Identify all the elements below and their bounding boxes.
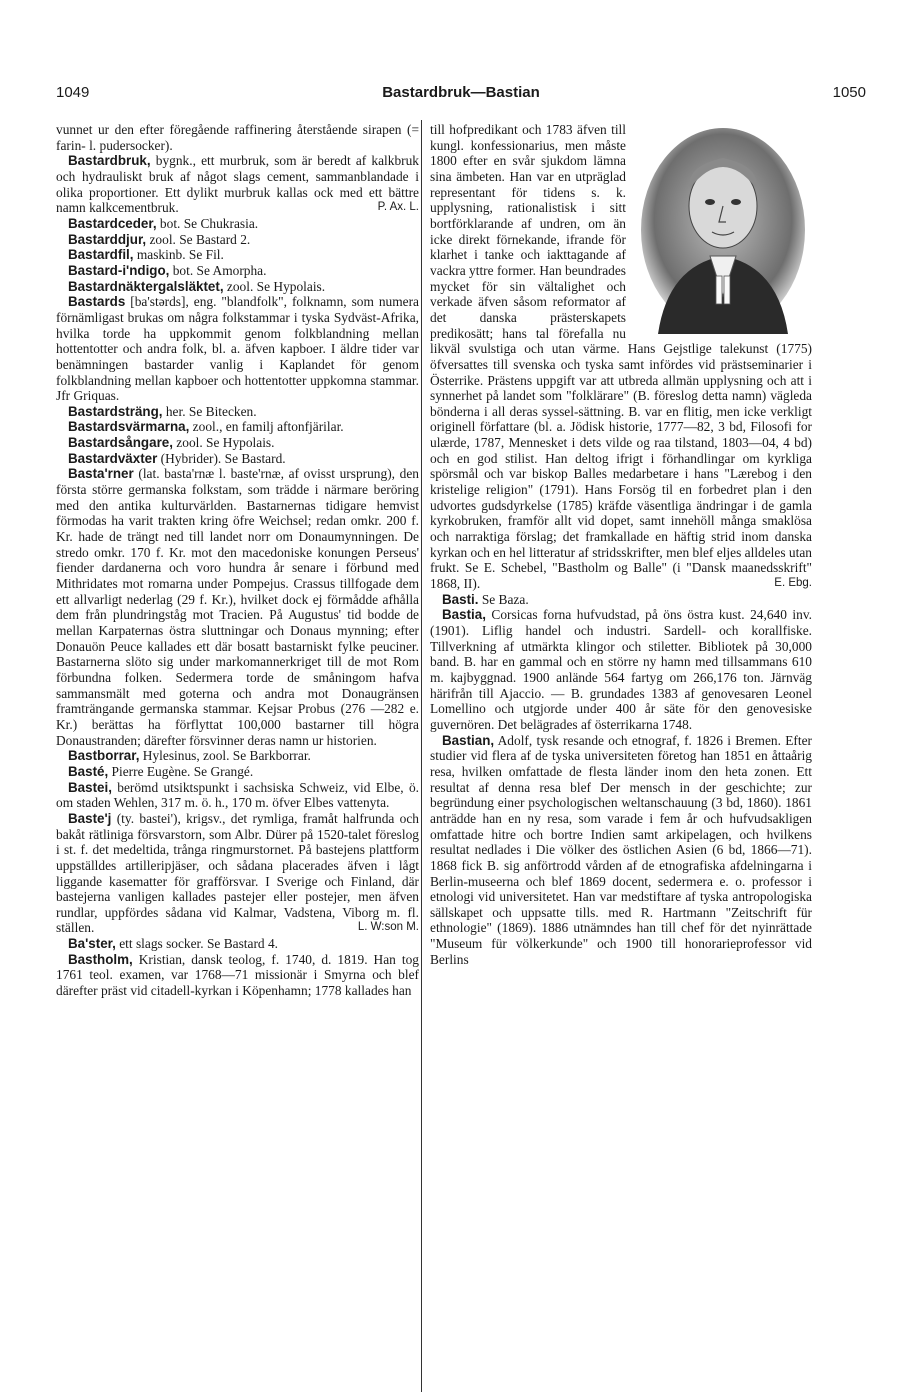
entry-headword: Bastarddjur,	[68, 231, 147, 247]
entry-headword: Bastborrar,	[68, 748, 140, 764]
entry-text: her. Se Bitecken.	[162, 403, 257, 419]
entry-headword: Bastards	[68, 294, 126, 310]
author-signature: P. Ax. L.	[377, 201, 419, 214]
entry-headword: Bastardfil,	[68, 247, 134, 263]
entry-text: Kristian, dansk teolog, f. 1740, d. 1819. Han tog 1761 teol. examen, var 1768—71 missionär i Smyrna och blef därefter präst vid citadell-kyrkan i Köpenhamn; 1778 kallades han	[56, 951, 419, 999]
dictionary-entry	[56, 764, 419, 780]
dictionary-entry	[56, 216, 419, 232]
dictionary-entry	[56, 404, 419, 420]
entry-text: zool. Se Hypolais.	[223, 278, 326, 294]
entry-text: (ty. bastei'), krigsv., det rymliga, framåt halfrunda och bakåt rätliniga försvarstorn, som Albr. Dürer på 1520-talet föreslog i st. f. det medeltida, trånga ringmurstornet. På bastejens plattform uppställdes artilleripjäser, och sådana placerades äfven i lågt liggande kasematter för grafförsvar. I Sverige och Finland, där bastejerna vanligen kallades pastejer eller postejer, men äfven rundlar, uppfördes sådana vid Kalmar, Vadstena, Viborg m. fl. ställen.	[56, 810, 419, 936]
right-column	[430, 122, 812, 967]
portrait-engraving-icon	[638, 126, 808, 334]
entry-text: zool. Se Hypolais.	[172, 435, 275, 451]
dictionary-entry	[56, 122, 419, 153]
entry-headword: Bastardbruk,	[68, 153, 151, 169]
entry-headword: Bastia,	[442, 607, 486, 623]
entry-text: zool., en familj aftonfjärilar.	[189, 419, 344, 435]
entry-text: bygnk., ett murbruk, som är beredt af kalkbruk och hydrauliskt bruk af något slags cement, sammanblandade i olika proportioner. Ett dylikt murbruk kallas ock med ett bättre namn kalkcementbruk.	[56, 153, 419, 216]
entry-headword: Bastard-i'ndigo,	[68, 262, 170, 278]
dictionary-entry	[56, 451, 419, 467]
entry-headword: Bastardsångare,	[68, 435, 173, 451]
entry-headword: Baste'j	[68, 810, 112, 826]
column-divider	[421, 120, 422, 1392]
entry-headword: Bastian,	[442, 732, 495, 748]
entry-text: zool. Se Bastard 2.	[146, 231, 251, 247]
dictionary-entry	[56, 780, 419, 811]
entry-headword: Bastardväxter	[68, 450, 158, 466]
entry-text: maskinb. Se Fil.	[133, 247, 224, 263]
entry-text: (lat. basta'rnæ l. baste'rnæ, af ovisst ursprung), den första större germanska folkstam, som trädde i närmare beröring med den antika kulturvärlden. Bastarnernas tidigare hemvist förmodas ha varit trakten kring öfre Weichsel; redan omkr. 200 f. Kr. hade de trängt ned till landet norr om Donaumynningen. De stredo omkr. 170 f. Kr. mot den macedoniske konungen Perseus' fiender dardanerna och voro hundra år senare i förbund med Mithridates mot romarna under Pompejus. Crassus tillfogade dem ett allvarligt nederlag (29 f. Kr.), hvilket dock ej förmådde afhålla dem från plundringståg mot Tracien. På Augustus' tid bodde de mellan Karpaternas östra sluttningar och Donaus mynning; efter Donauön Peuce kallades ett där bosatt bastarniskt fylke peuciner. Bastarnerna slöto sig under markomannerkriget till de mot Rom förbundna folken. Sedermera torde de småningom hafva sammansmält med goterna och andra mot Donaugränsen framträngande germanska stammar. Kejsar Probus (276 —282 e. Kr.) berättas ha förflyttat 100,000 bastarner till högra Donaustranden; därefter försvinner deras namn ur historien.	[56, 466, 419, 748]
dictionary-entry	[56, 936, 419, 952]
dictionary-entry	[56, 153, 419, 216]
page-number-right: 1050	[832, 84, 866, 101]
entry-text: (Hybrider). Se Bastard.	[157, 450, 286, 466]
dictionary-entry	[56, 748, 419, 764]
entry-text: Hylesinus, zool. Se Barkborrar.	[139, 748, 311, 764]
left-column	[56, 122, 419, 999]
dictionary-entry	[56, 232, 419, 248]
entry-text: berömd utsiktspunkt i sachsiska Schweiz, vid Elbe, ö. om staden Wehlen, 317 m. ö. h., 170 m. öfver Elbes vattenyta.	[56, 779, 419, 811]
page-header	[56, 84, 866, 106]
running-head: Bastardbruk—Bastian	[382, 84, 540, 101]
entry-text: vunnet ur den efter föregående raffinering återstående sirapen (= farin- l. pudersocker).	[56, 122, 419, 153]
dictionary-entry	[56, 294, 419, 404]
dictionary-entry	[56, 279, 419, 295]
entry-headword: Bastardsvärmarna,	[68, 419, 190, 435]
entry-headword: Ba'ster,	[68, 936, 116, 952]
entry-headword: Basté,	[68, 763, 109, 779]
dictionary-entry	[430, 607, 812, 732]
dictionary-entry	[56, 435, 419, 451]
dictionary-entry	[56, 811, 419, 936]
entry-text: bot. Se Chukrasia.	[156, 215, 259, 231]
entry-headword: Bastardceder,	[68, 215, 157, 231]
entry-headword: Bastardsträng,	[68, 403, 163, 419]
entry-headword: Bastholm,	[68, 951, 133, 967]
entry-headword: Basti.	[442, 591, 479, 607]
entry-text: ett slags socker. Se Bastard 4.	[115, 936, 279, 952]
dictionary-entry	[56, 247, 419, 263]
entry-headword: Bastardnäktergalsläktet,	[68, 278, 224, 294]
dictionary-entry	[430, 592, 812, 608]
portrait-image	[634, 124, 812, 336]
entry-headword: Bastei,	[68, 779, 112, 795]
entry-text: Corsicas forna hufvudstad, på öns östra kust. 24,640 inv. (1901). Liflig handel och industri. Sardell- och korallfiske. Tillverkning af utmärkta klingor och stiletter. Bibliotek på 30,000 band. B. har en gammal och en större ny hamn med tillsammans 610 m. kajbyggnad. 1900 anlände 564 fartyg om 266,176 ton. Järnväg härifrån till Ajaccio. — B. grundades 1383 af genovesaren Leonel Lomellino och utgjorde under 400 år säte för den genovesiske guvernören. Det belägrades af österrikarna 1748.	[430, 607, 812, 732]
author-signature: E. Ebg.	[774, 577, 812, 590]
entry-text: bot. Se Amorpha.	[169, 262, 267, 278]
dictionary-entry	[56, 466, 419, 748]
entry-headword: Basta'rner	[68, 466, 134, 482]
author-signature: L. W:son M.	[357, 921, 419, 934]
entry-text: Pierre Eugène. Se Grangé.	[108, 763, 254, 779]
entry-text: [ba'stərds], eng. "blandfolk", folknamn, som numera förnämligast brukas om några folkstammar i tyska Sydväst-Afrika, hvilka torde ha uppkommit genom folkblandning mellan hottentotter och andra folk, bl. a. äfven kapboer. I äldre tider var benämningen bastarder vanlig i Kaplandet för genom folkblandning mellan kapboer och hottentotter uppkomna stammar. Jfr Griquas.	[56, 294, 419, 404]
page-number-left: 1049	[56, 84, 90, 101]
entry-text: till hofpredikant och 1783 äfven till kungl. konfessionarius, men måste 1800 efter en svår sjukdom lämna sina ämbeten. Han var en utpräglad representant för tidens s. k. upplysning, rationalistisk i sitt bortförklarande af undren, om än icke direkt förnekande, ifrande för klarhet i tanke och iakttagande af vackra yttre former. Han beundrades mycket för sin vältalighet och verkade äfven såsom reformator af det danska prästerskapets predikosätt; hans tal förefalla nu likväl svulstiga och utan värme. Hans Gejstlige talekunst (1775) öfversattes till svenska och tyska samt infördes vid prästseminarier i Österrike. Prästens uppgift var att utbreda allmän upplysning och att i synnerhet på landet som "folklärare" (B. föreslog detta namn) vägleda bönderna i all deras syssel-sättning. B. var en flitig, men icke verkligt originell författare (bl. a. Jödisk historie, 1777—82, 3 bd, Filosofi for ulærde, 1787, Mennesket i dets vilde og raa tilstand, 1803—04, 4 bd) och en god stilist. Han deltog ifrigt i förhandlingar om kyrkliga spörsmål och var biskop Balles medarbetare i hans "Lærebog i den kristelige religion" (1791). Hans Forsög til en forbedret plan i den udvortes gudsdyrkelse (1785) kräfde väsentliga ändringar i de gamla kyrkobruken, framför allt vid dopet, samt innehöll många smaklösa och narraktiga förslag; det framkallade en häftig strid inom danska kyrkan och en hel litteratur af stridsskrifter, men blef eljes alldeles utan frukt. Se E. Schebel, "Bastholm og Balle" (i "Dansk maanedsskrift" 1868, II).	[430, 122, 812, 592]
entry-text: Se Baza.	[478, 591, 529, 607]
dictionary-entry	[56, 952, 419, 999]
dictionary-entry	[56, 419, 419, 435]
dictionary-entry	[430, 733, 812, 968]
dictionary-entry	[56, 263, 419, 279]
entry-text: Adolf, tysk resande och etnograf, f. 1826 i Bremen. Efter studier vid flera af de tyska universiteten företog han 1851 en åttaårig resa, hvilken omfattade de flesta länder inom den heta zonen. Ett resultat af denna resa blef Der mensch in der geschichte; zur begründung einer psychologischen weltanschauung (3 bd, 1860). 1861 anträdde han en ny resa, som varade i fem år och hufvudsakligen omfattade hitre och bortre Indien samt arkipelagen, och hvilkens resultat nedlades i Die völker des östlichen Asien (6 bd, 1866—71). 1868 fick B. sig anförtrodd vården af de etnografiska afdelningarna i Berlin-museerna och blef 1869 docent, sedermera e. o. professor i etnologi vid universitetet. Han var medstiftare af tyska antropologiska sällskapet och uppsatte tills. med R. Hartmann "Zeitschrift für ethnologie" (1869). 1886 utnämndes han till chef för det nyinrättade "Museum für völkerkunde" och 1900 till honorarieprofessor vid Berlins	[430, 732, 812, 967]
